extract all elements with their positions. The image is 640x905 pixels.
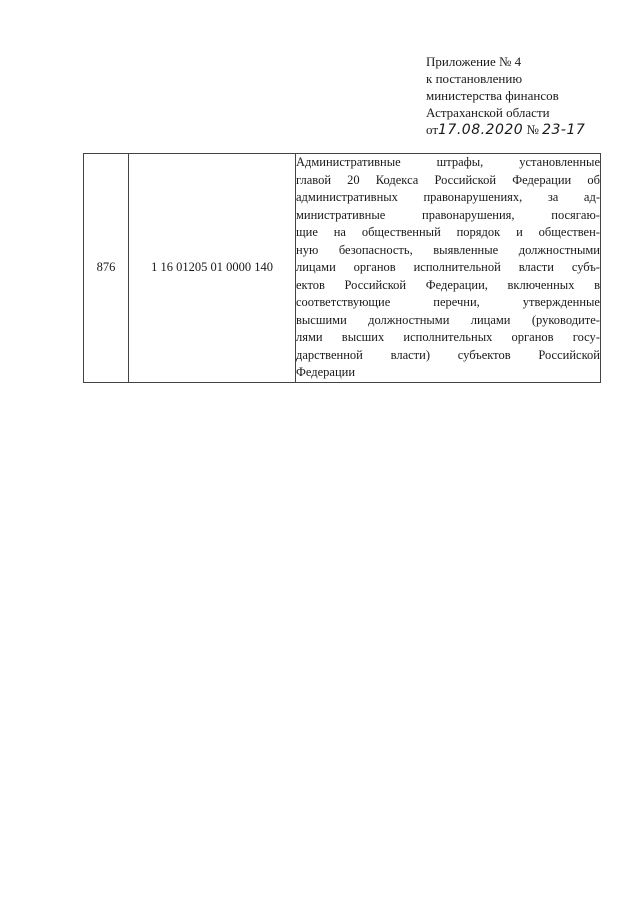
description-word: ную bbox=[296, 242, 319, 257]
description-word: субъ- bbox=[571, 260, 600, 274]
description-word: министративные bbox=[296, 207, 386, 222]
description-word: административных bbox=[296, 190, 398, 204]
description-word: за bbox=[547, 190, 559, 204]
description-word: субъектов bbox=[457, 347, 511, 362]
handwritten-number: 23-17 bbox=[542, 122, 586, 138]
description-word: ад- bbox=[583, 190, 600, 204]
description-word: в bbox=[594, 277, 600, 292]
budget-code-cell: 1 16 01205 01 0000 140 bbox=[129, 154, 296, 383]
description-text bbox=[296, 154, 600, 382]
description-cell bbox=[296, 154, 601, 383]
description-word: соответствующие bbox=[296, 295, 391, 309]
appendix-line-resolution: к постановлению bbox=[426, 71, 523, 86]
description-word: высшими bbox=[296, 312, 347, 327]
description-word: высших bbox=[341, 330, 385, 344]
description-line bbox=[296, 189, 600, 207]
description-word: порядок bbox=[456, 225, 501, 239]
appendix-header bbox=[426, 53, 585, 139]
description-word: госу- bbox=[572, 330, 600, 344]
description-word: посягаю- bbox=[551, 207, 600, 222]
description-line bbox=[296, 259, 600, 277]
description-word: Федерации, bbox=[425, 277, 488, 292]
description-word: правонарушения, bbox=[422, 207, 515, 222]
description-word: главой bbox=[296, 172, 332, 187]
description-line bbox=[296, 154, 600, 172]
description-word: Российской bbox=[538, 347, 600, 362]
description-line bbox=[296, 224, 600, 242]
description-word: утвержденные bbox=[522, 295, 600, 309]
description-line bbox=[296, 207, 600, 225]
appendix-title: Приложение № 4 bbox=[426, 54, 522, 69]
description-word: ектов bbox=[296, 277, 325, 292]
description-word: органов bbox=[511, 330, 554, 344]
description-line bbox=[296, 347, 600, 365]
description-word: лицами bbox=[296, 260, 336, 274]
description-word: исполнительных bbox=[403, 330, 493, 344]
description-word: перечни, bbox=[433, 295, 480, 309]
description-word: на bbox=[333, 225, 346, 239]
number-prefix: № bbox=[526, 122, 539, 137]
description-word: Российской bbox=[344, 277, 407, 292]
description-word: и bbox=[516, 225, 523, 239]
description-word: включенных bbox=[507, 277, 575, 292]
description-line bbox=[296, 172, 600, 190]
description-word: лями bbox=[296, 330, 323, 344]
description-word: штрафы, bbox=[436, 155, 484, 169]
description-word: лицами bbox=[470, 312, 511, 327]
description-word: выявленные bbox=[433, 242, 499, 257]
appendix-date-line bbox=[426, 121, 585, 139]
appendix-line-ministry: министерства финансов bbox=[426, 88, 559, 103]
description-line bbox=[296, 242, 600, 260]
description-word: установленные bbox=[519, 155, 600, 169]
description-word: Административные bbox=[296, 155, 401, 169]
description-word: Федерации bbox=[512, 172, 572, 187]
description-word: должностными bbox=[368, 312, 450, 327]
date-prefix: от bbox=[426, 122, 439, 137]
description-word: органов bbox=[353, 260, 396, 274]
description-word: общественный bbox=[361, 225, 441, 239]
description-word: Российской bbox=[434, 172, 497, 187]
description-line bbox=[296, 364, 600, 382]
description-word: обществен- bbox=[538, 225, 600, 239]
description-word: (руководите- bbox=[531, 312, 600, 327]
revenue-codes-table bbox=[83, 153, 601, 383]
description-line bbox=[296, 277, 600, 295]
description-word: должностными bbox=[518, 242, 600, 257]
description-word: щие bbox=[296, 225, 318, 239]
description-word: власти) bbox=[390, 347, 430, 362]
row-number-cell: 876 bbox=[84, 154, 129, 383]
description-line bbox=[296, 329, 600, 347]
table-row bbox=[84, 154, 601, 383]
handwritten-date: 17.08.2020 bbox=[438, 122, 524, 138]
description-word: правонарушениях, bbox=[423, 190, 523, 204]
description-word: дарственной bbox=[296, 347, 363, 362]
description-line bbox=[296, 312, 600, 330]
appendix-line-region: Астраханской области bbox=[426, 105, 550, 120]
description-word: об bbox=[587, 172, 600, 187]
description-line bbox=[296, 294, 600, 312]
description-word: безопасность, bbox=[338, 242, 413, 257]
description-word: власти bbox=[518, 260, 554, 274]
description-word: 20 bbox=[347, 172, 360, 187]
description-word: Кодекса bbox=[375, 172, 419, 187]
description-word: исполнительной bbox=[413, 260, 501, 274]
description-word: Федерации bbox=[296, 365, 356, 379]
